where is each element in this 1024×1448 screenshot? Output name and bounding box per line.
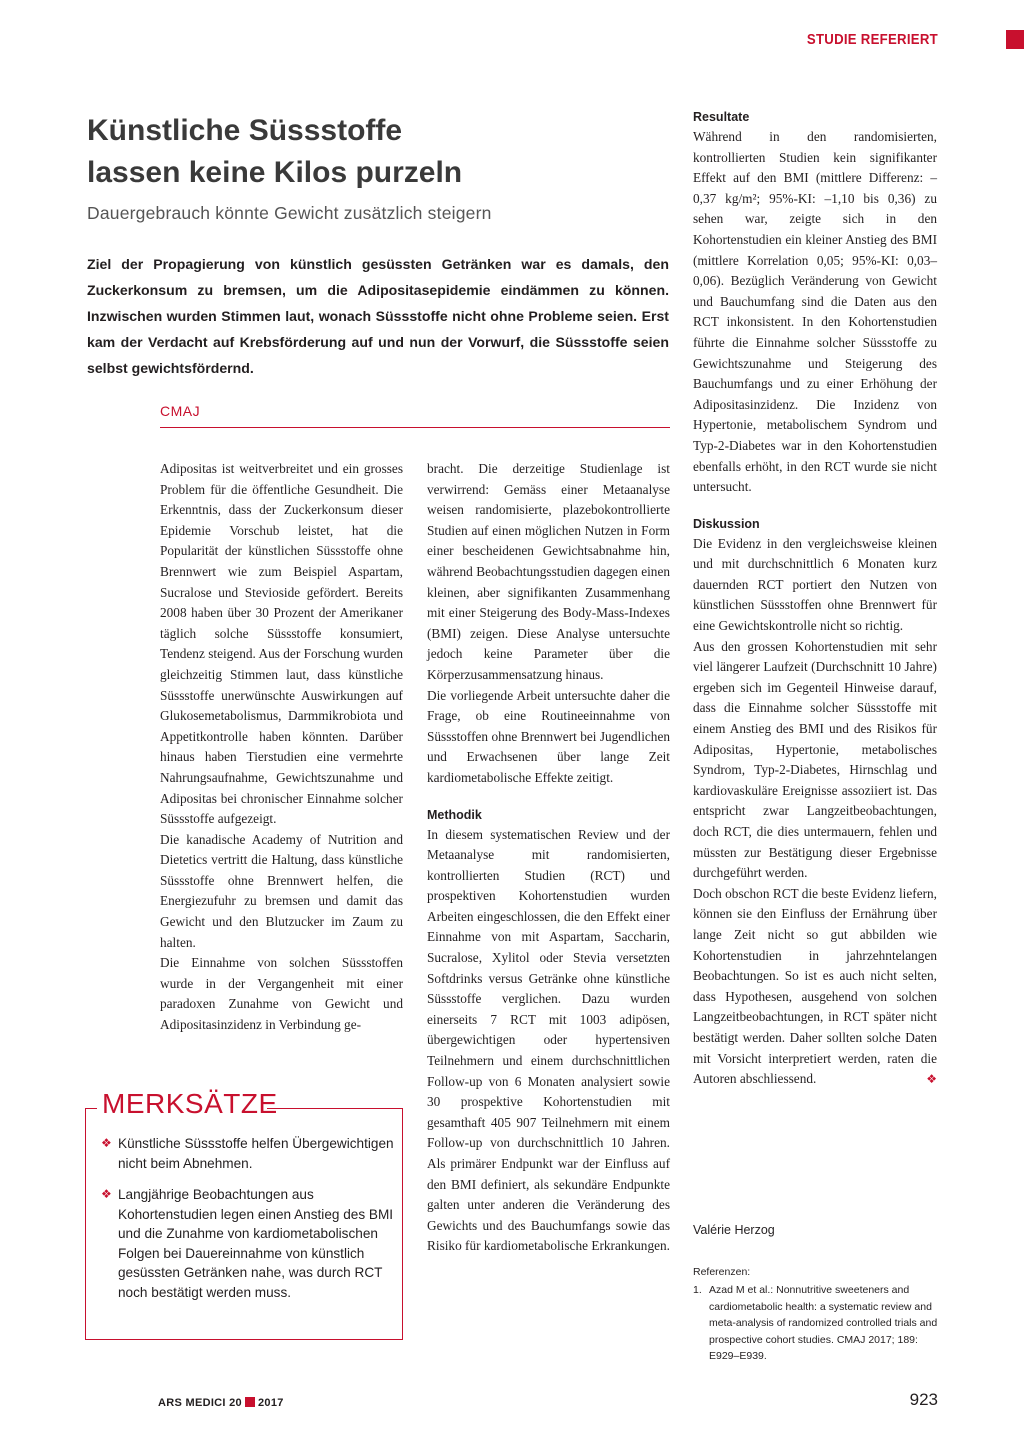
merksatz-item bbox=[101, 1185, 395, 1302]
article-title-line-1: Künstliche Süssstoffe bbox=[87, 114, 403, 147]
paragraph: Die Einnahme von solchen Süssstoffen wurde in der Vergangenheit mit einer paradoxen Zunahme von Gewicht und Adipositasinzidenz in Verbindung ge- bbox=[160, 955, 403, 1033]
paragraph: Aus den grossen Kohortenstudien mit sehr viel längerer Laufzeit (Durchschnitt 10 Jahre) ergeben sich im Gegenteil Hinweise darauf, dass die Einnahme solcher Süssstoffe mit einem Anstieg des BMI und des Risikos für Adipositas, Hypertonie, metabolisches Syndrom, Typ-2-Diabetes, Hirnschlag und kardiovaskuläre Ereignisse assoziiert ist. Das entspricht zwar Langzeitbeobachtungen, doch RCT, die dies untermauern, fehlen und müssten zur Bestätigung dieser Ergebnisse durchgeführt werden. bbox=[693, 638, 937, 881]
footer-square-icon bbox=[245, 1397, 255, 1407]
paragraph: Während in den randomisierten, kontrollierten Studien kein signifikanter Effekt auf den BMI (mittlere Differenz: –0,37 kg/m²; 95%-KI: –1,10 bis 0,36) zu sehen war, zeigte sich in den Kohortenstudien ein kleiner Anstieg des BMI (mittlere Korrelation 0,05; 95%-KI: 0,03–0,06). Bezüglich Veränderung von Gewicht und Bauchumfang sind die Daten aus den RCT inkonsistent. In den Kohortenstudien führte die Einnahme solcher Süssstoffe zu Gewichtszunahme und Steigerung des Bauchumfangs und zu einer Erhöhung der Adipositasinzidenz. Die Inzidenz von Hypertonie, metabolischem Syndrom und Typ-2-Diabetes war in den Kohortenstudien ebenfalls erhöht, in den RCT wurde sie nicht untersucht. bbox=[693, 129, 937, 495]
corner-accent-square bbox=[1006, 30, 1024, 49]
footer-journal bbox=[158, 1397, 284, 1409]
author-name: Valérie Herzog bbox=[693, 1223, 775, 1237]
reference-number: 1. bbox=[693, 1284, 702, 1296]
merksatz-text: Künstliche Süssstoffe helfen Übergewichtigen nicht beim Abnehmen. bbox=[118, 1136, 394, 1171]
article-subtitle: Dauergebrauch könnte Gewicht zusätzlich steigern bbox=[87, 203, 492, 223]
source-label: CMAJ bbox=[160, 403, 201, 419]
section-heading-methodik: Methodik bbox=[427, 807, 482, 822]
section-heading-diskussion: Diskussion bbox=[693, 516, 760, 531]
paragraph-text: Doch obschon RCT die beste Evidenz liefern, können sie den Einfluss der Ernährung über lange Zeit nicht so gut abbilden wie Kohortenstudien in jahrzehntelangen Beobachtungen. So ist es auch nicht selten, dass Hypothesen, ausgehend von solchen Langzeitbeobachtungen, in RCT später nicht bestätigt werden. Daher sollten solche Daten mit Vorsicht interpretiert werden, raten die Autoren abschliessend. bbox=[693, 885, 937, 1087]
diamond-bullet-icon: ❖ bbox=[101, 1187, 112, 1201]
diamond-bullet-icon: ❖ bbox=[101, 1136, 112, 1150]
paragraph: Die kanadische Academy of Nutrition and Dietetics vertritt die Haltung, dass künstliche Süssstoffe ohne Brennwert helfen, die Energiezufuhr zu bremsen und damit das Gewicht und den Blutzucker im Zaum zu halten. bbox=[160, 831, 403, 950]
text-column-1 bbox=[160, 459, 403, 1036]
merksaetze-title: MERKSÄTZE bbox=[102, 1088, 278, 1119]
paragraph: Die vorliegende Arbeit untersuchte daher die Frage, ob eine Routineeinnahme von Süssstoffen ohne Brennwert bei Jugendlichen und Erwachsenen über lange Zeit kardiometabolische Effekte zeitigt. bbox=[427, 687, 670, 785]
merksatz-text: Langjährige Beobachtungen aus Kohortenstudien legen einen Anstieg des BMI und die Zunahme von kardiometabolischen Folgen bei Dauereinnahme von künstlich gesüssten Getränken nahe, was durch RCT noch bestätigt werden muss. bbox=[118, 1187, 394, 1300]
merksaetze-box-top-rule bbox=[267, 1108, 403, 1109]
text-column-2 bbox=[427, 459, 670, 1257]
paragraph bbox=[693, 884, 937, 1090]
paragraph: bracht. Die derzeitige Studienlage ist verwirrend: Gemäss einer Metaanalyse weisen randomisierte, plazebokontrollierte Studien auf einen möglichen Nutzen in Form einer bescheidenen Gewichtsabnahme hin, während Beobachtungsstudien dagegen einen kleinen, aber signifikanten Zusammenhang mit einer Steigerung des Body-Mass-Indexes (BMI) zeigen. Diese Analyse untersuchte jedoch keine Parameter über die Körperzusammensatzung hinaus. bbox=[427, 461, 670, 682]
references-label: Referenzen: bbox=[693, 1266, 751, 1278]
paragraph: Die Evidenz in den vergleichsweise kleinen und mit durchschnittlich 6 Monaten kurz dauernden RCT portiert den Nutzen von künstlichen Süssstoffen ohne Brennwert für eine Gewichtskontrolle nicht so richtig. bbox=[693, 535, 937, 634]
article-title-line-2: lassen keine Kilos purzeln bbox=[87, 156, 463, 189]
journal-year: 2017 bbox=[257, 1397, 284, 1409]
article-title bbox=[87, 110, 647, 194]
merksatz-item bbox=[101, 1134, 395, 1173]
reference-item bbox=[693, 1282, 938, 1365]
page-number: 923 bbox=[909, 1390, 938, 1409]
paragraph: In diesem systematischen Review und der Metaanalyse mit randomisierten, kontrollierten Studien (RCT) und prospektiven Kohortenstudien wurden Arbeiten eingeschlossen, die den Effekt einer Einnahme von mit Aspartam, Saccharin, Sucralose, Xylitol oder Stevia versetzten Softdrinks versus Getränke ohne künstliche Süssstoffe verglichen. Dazu wurden einerseits 7 RCT mit 1003 adipösen, übergewichtigen oder hypertensiven Teilnehmern und einem durchschnittlichen Follow-up von 6 Monaten analysiert sowie 30 prospektive Kohortenstudien mit gesamthaft 405 907 Teilnehmern mit einem Follow-up von durchschnittlich 10 Jahren. Als primärer Endpunkt war der Einfluss auf den BMI definiert, als sekundäre Endpunkte galten unter anderen die Veränderung des Gewichts und des Bauchumfangs sowie das Risiko für kardiometabolische Erkrankungen. bbox=[427, 826, 670, 1254]
section-tag: STUDIE REFERIERT bbox=[806, 31, 938, 48]
article-lead: Ziel der Propagierung von künstlich gesüssten Getränken war es damals, den Zuckerkonsum zu bremsen, um die Adipositasepidemie eindämmen zu können. Inzwischen wurden Stimmen laut, wonach Süssstoffe nicht ohne Probleme seien. Erst kam der Verdacht auf Krebsförderung auf und nun der Vorwurf, die Süssstoffe seien selbst gewichtsfördernd. bbox=[87, 256, 669, 376]
merksaetze-box-top-rule bbox=[85, 1108, 97, 1109]
end-mark-icon: ❖ bbox=[926, 1072, 937, 1087]
reference-text: Azad M et al.: Nonnutritive sweeteners and cardiometabolic health: a systematic review and meta-analysis of randomized controlled trials and prospective cohort studies. CMAJ 2017; 189: E929–E939. bbox=[709, 1284, 938, 1363]
text-column-3 bbox=[693, 107, 937, 1090]
source-divider bbox=[160, 427, 670, 428]
journal-issue: ARS MEDICI 20 bbox=[158, 1397, 242, 1409]
paragraph: Adipositas ist weitverbreitet und ein grosses Problem für die öffentliche Gesundheit. Die Erkenntnis, dass der Zuckerkonsum dieser Epidemie Vorschub leistet, hat die Popularität der künstlichen Süssstoffe ohne Brennwert wie zum Beispiel Aspartam, Sucralose und Stevioside gefördert. Bereits 2008 haben über 30 Prozent der Amerikaner täglich solche Süssstoffe konsumiert, Tendenz steigend. Aus der Forschung wurden gleichzeitig Stimmen laut, dass künstliche Süssstoffe unerwünschte Auswirkungen auf Glukosemetabolismus, Darmmikrobiota und Appetitkontrolle haben könnten. Darüber hinaus haben Tierstudien eine vermehrte Nahrungsaufnahme, Gewichtszunahme und Adipositas bei chronischer Einnahme solcher Süssstoffe aufgezeigt. bbox=[160, 461, 403, 827]
section-heading-resultate: Resultate bbox=[693, 110, 750, 124]
